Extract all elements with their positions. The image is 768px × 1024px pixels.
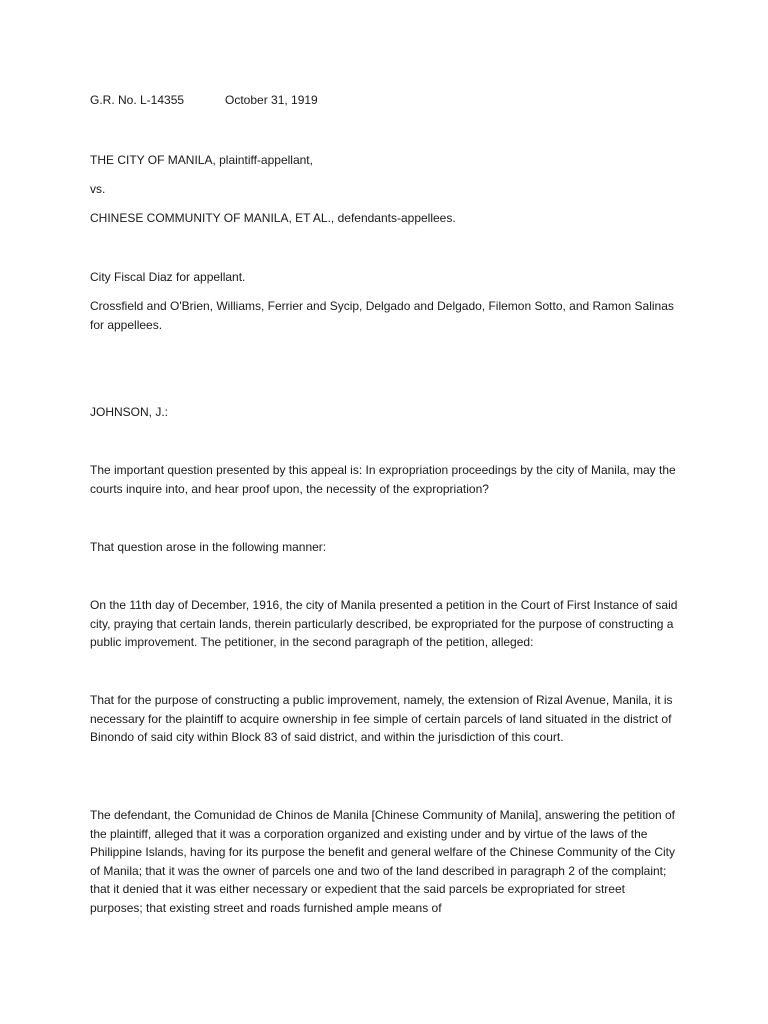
counsel-appellees: Crossfield and O'Brien, Williams, Ferrier and Sycip, Delgado and Delgado, Filemon Sotto, and Ramon Salinas for appellees. — [90, 299, 674, 332]
paragraph: On the 11th day of December, 1916, the city of Manila presented a petition in the Court of First Instance of said city, praying that certain lands, therein particularly described, be expropriated for the purpose of constructing a public improvement. The petitioner, in the second paragraph of the petition, alleged: — [90, 598, 678, 650]
case-number: G.R. No. L-14355 — [90, 93, 185, 107]
defendant-line: CHINESE COMMUNITY OF MANILA, ET AL., defendants-appellees. — [90, 211, 456, 225]
versus-line: vs. — [90, 182, 106, 196]
paragraph: That question arose in the following manner: — [90, 540, 327, 554]
paragraph: That for the purpose of constructing a public improvement, namely, the extension of Rizal Avenue, Manila, it is necessary for the plaintiff to acquire ownership in fee simple of certain parcels of land situated in the district of Binondo of said city within Block 83 of said district, and within the jurisdiction of this court. — [90, 693, 673, 745]
decision-date: October 31, 1919 — [225, 93, 318, 107]
counsel-appellant: City Fiscal Diaz for appellant. — [90, 270, 246, 284]
paragraph: The important question presented by this appeal is: In expropriation proceedings by the city of Manila, may the courts inquire into, and hear proof upon, the necessity of the expropriation? — [90, 463, 676, 496]
opinion-author: JOHNSON, J.: — [90, 405, 169, 419]
paragraph: The defendant, the Comunidad de Chinos de Manila [Chinese Community of Manila], answering the petition of the plaintiff, alleged that it was a corporation organized and existing under and by virtue of the laws of the Philippine Islands, having for its purpose the benefit and general welfare of the Chinese Community of the City of Manila; that it was the owner of parcels one and two of the land described in paragraph 2 of the complaint; that it denied that it was either necessary or expedient that the said parcels be expropriated for street purposes; that existing street and roads furnished ample means of — [90, 808, 676, 915]
plaintiff-line: THE CITY OF MANILA, plaintiff-appellant, — [90, 153, 313, 167]
